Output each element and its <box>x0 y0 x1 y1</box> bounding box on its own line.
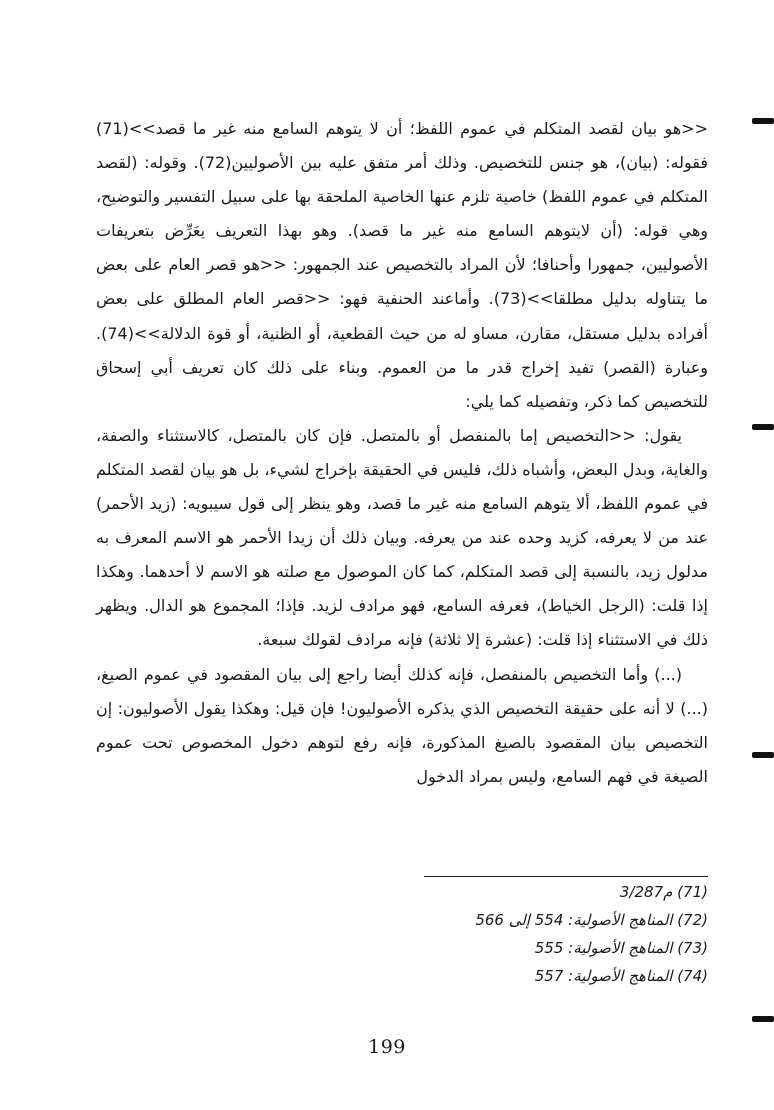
margin-mark <box>752 752 774 758</box>
margin-mark <box>752 1016 774 1022</box>
footnote-separator <box>424 876 708 877</box>
page-number: 199 <box>368 1036 406 1058</box>
margin-mark <box>752 118 774 124</box>
footnote: (73) المناهج الأصولية: 555 <box>534 939 708 957</box>
footnote: (74) المناهج الأصولية: 557 <box>534 967 708 985</box>
paragraph: (...) وأما التخصيص بالمنفصل، فإنه كذلك أيضا راجع إلى بيان المقصود في عموم الصيغ، (...) لا أنه على حقيقة التخصيص الذي يذكره الأصوليون! فإن قيل: وهكذا يقول الأصوليون: إن التخصيص بيان المقصود بالصيغ المذكورة، فإنه رفع لتوهم دخول المخصوص تحت عموم الصيغة في فهم السامع، وليس بمراد الدخول <box>96 664 708 786</box>
footnotes <box>360 878 708 990</box>
paragraph: يقول: <<التخصيص إما بالمنفصل أو بالمتصل. فإن كان بالمتصل، كالاستثناء والصفة، والغاية، وبدل البعض، وأشباه ذلك، فليس في الحقيقة بإخراج لشيء، بل هو بيان لقصد المتكلم في عموم اللفظ، ألا يتوهم السامع منه غير ما قصد، وهو ينظر إلى قول سيبويه: (زيد الأحمر) عند من لا يعرفه، كزيد وحده عند من يعرفه. وبيان ذلك أن زيدا الأحمر هو الاسم المعرف به مدلول زيد، بالنسبة إلى قصد المتكلم، كما كان الموصول مع صلته هو الاسم لا أحدهما. وهكذا إذا قلت: (الرجل الخياط)، فعرفه السامع، فهو مرادف لزيد. فإذا؛ المجموع هو الدال. ويظهر ذلك في الاستثناء إذا قلت: (عشرة إلا ثلاثة) فإنه مرادف لقولك سبعة. <box>96 425 708 650</box>
margin-mark <box>752 424 774 430</box>
paragraph: <<هو بيان لقصد المتكلم في عموم اللفظ؛ أن لا يتوهم السامع منه غير ما قصد>>(71) فقوله: (بيان)، هو جنس للتخصيص. وذلك أمر متفق عليه بين الأصوليين(72). وقوله: (لقصد المتكلم في عموم اللفظ) خاصية تلزم عنها الخاصية الملحقة بها على سبيل التفسير والتوضيح، وهي قوله: (أن لايتوهم السامع منه غير ما قصد). وهو بهذا التعريف يعَرِّض بتعريفات الأصوليين، جمهورا وأحنافا؛ لأن المراد بالتخصيص عند الجمهور: <<هو قصر العام على بعض ما يتناوله بدليل مطلقا>>(73). وأماعند الحنفية فهو: <<قصر العام المطلق على بعض أفراده بدليل مستقل، مقارن، مساو له من حيث القطعية، أو الظنية، أو قوة الدلالة>>(74). وعبارة (القصر) تفيد إخراج قدر ما من العموم. وبناء على ذلك كان تعريف أبي إسحاق للتخصيص كما ذكر، وتفصيله كما يلي: <box>96 119 709 411</box>
body-text <box>96 112 708 794</box>
footnote: (72) المناهج الأصولية: 554 إلى 566 <box>475 911 708 929</box>
footnote: (71) م3/287 <box>619 883 708 901</box>
